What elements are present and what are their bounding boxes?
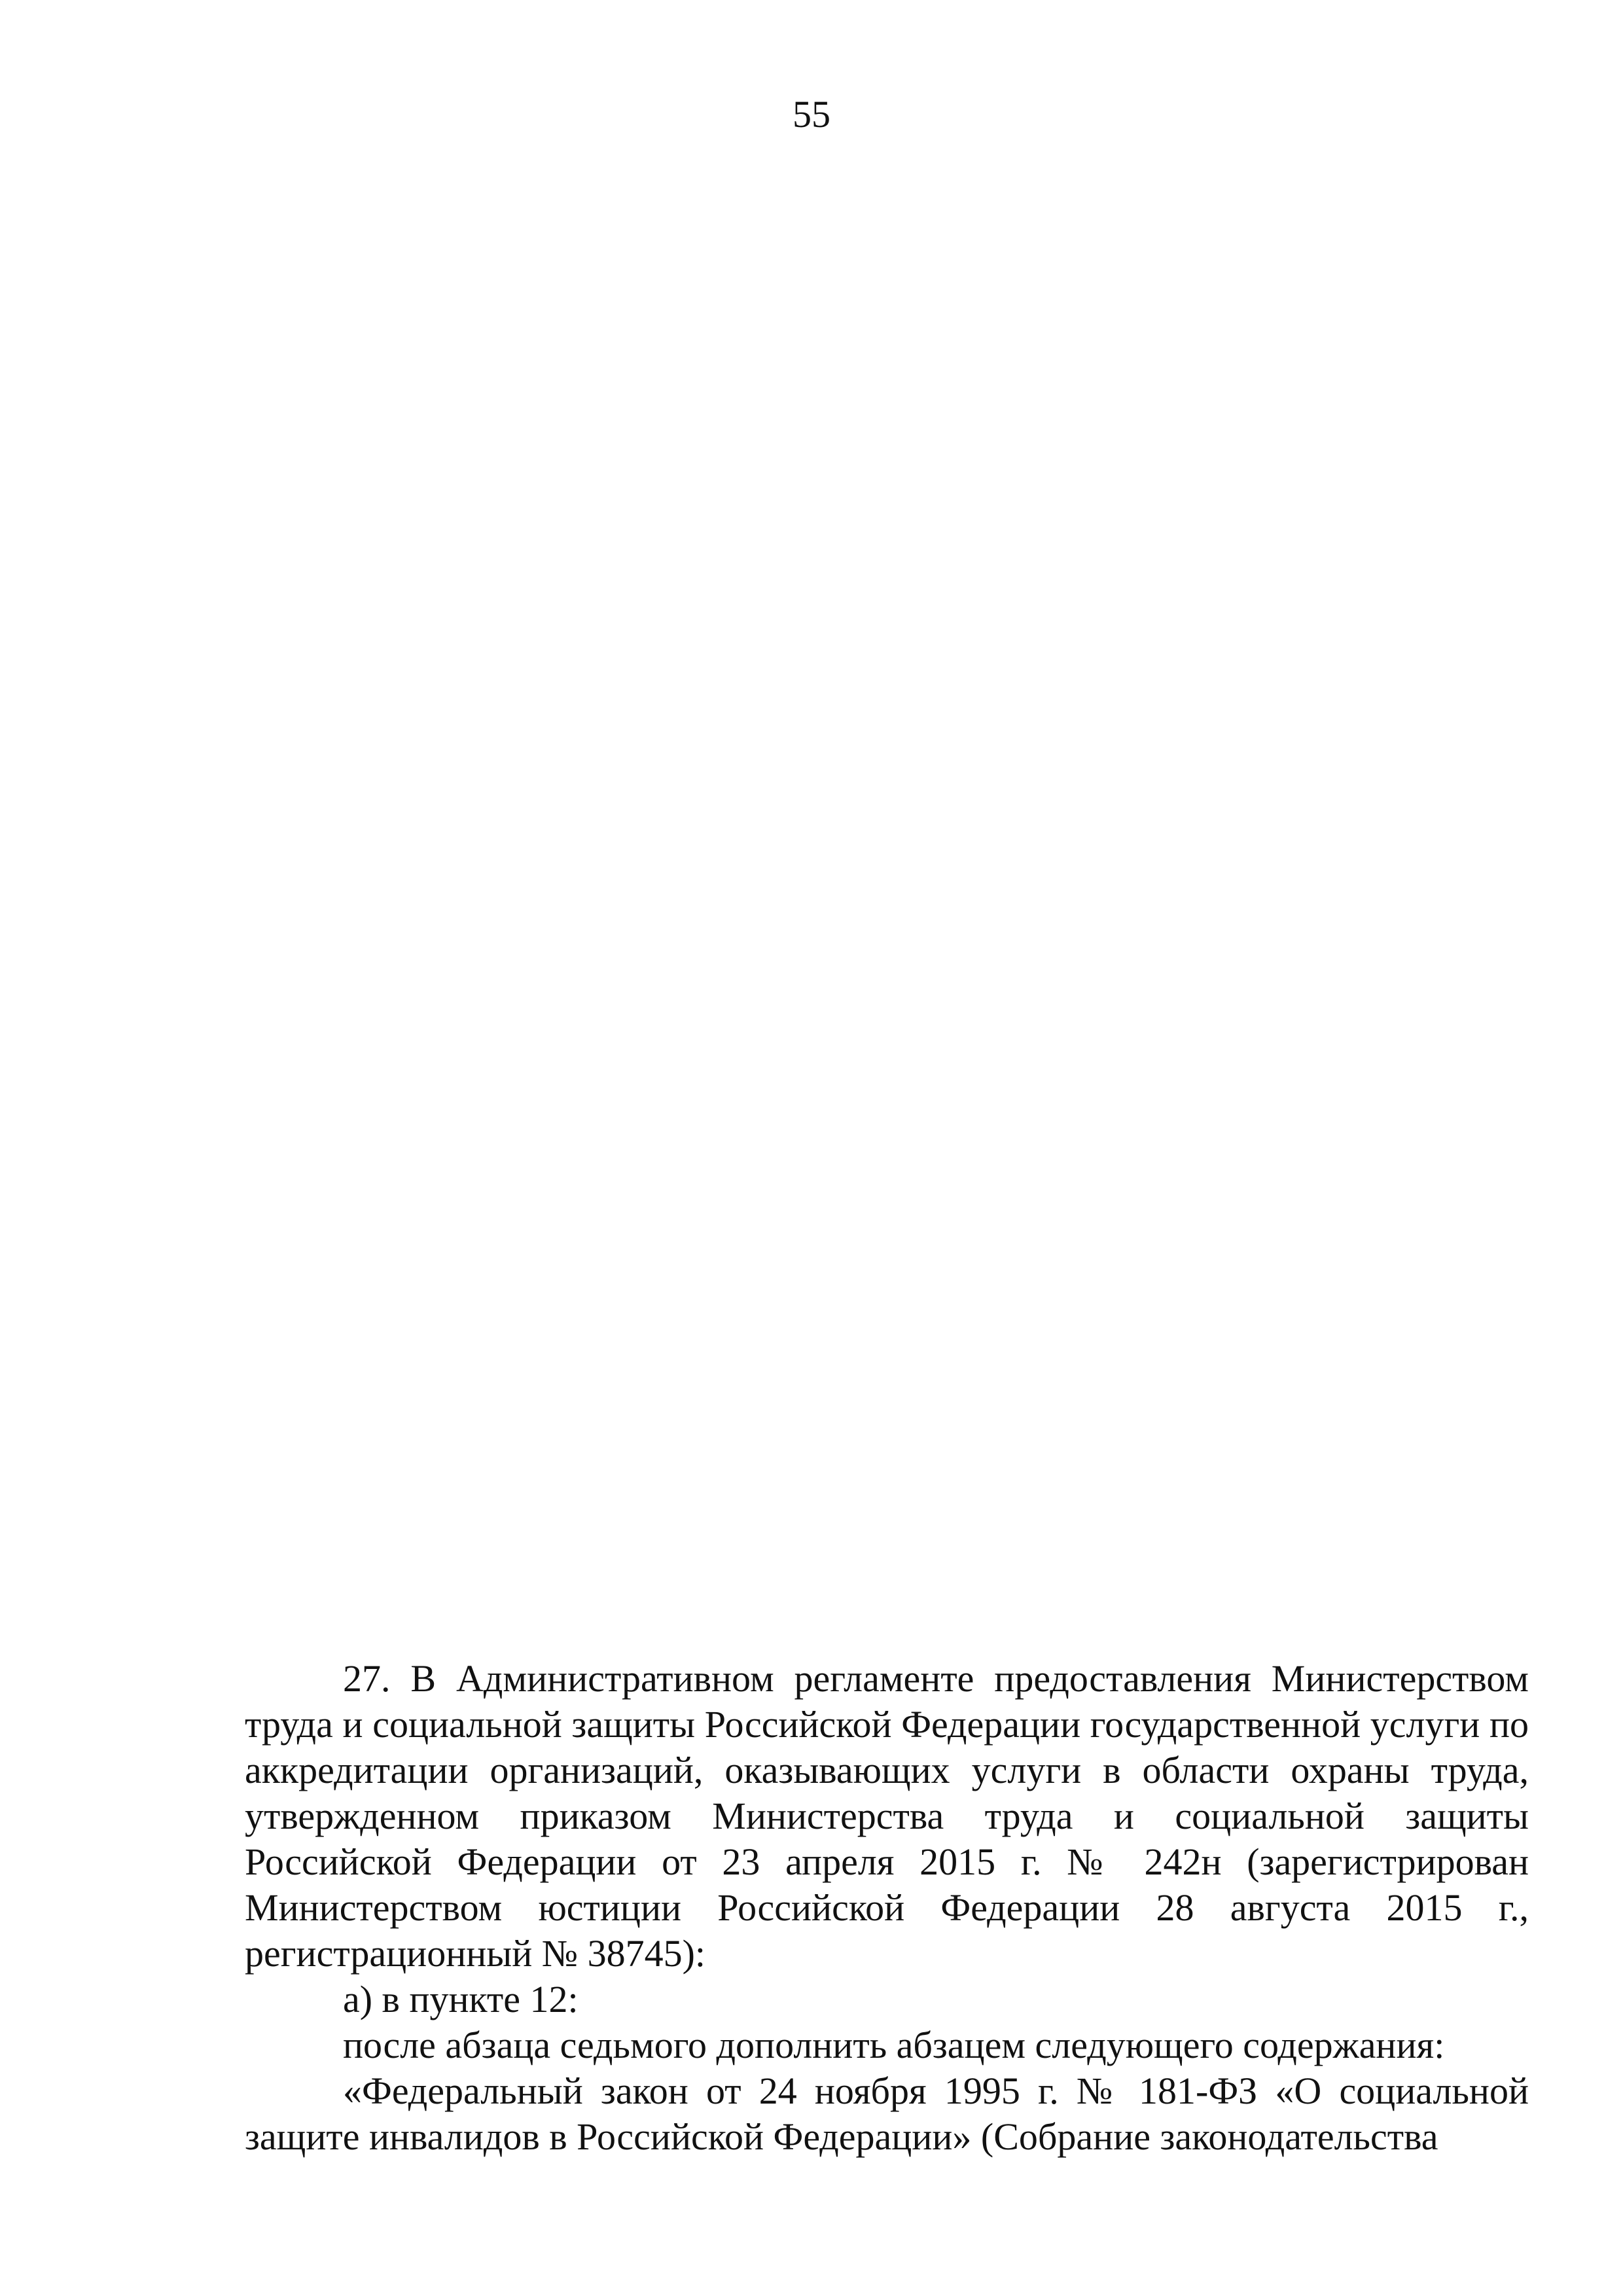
body-text <box>245 1656 1529 2160</box>
paragraph-subitem-a: а) в пункте 12: <box>343 1978 579 2020</box>
page-number: 55 <box>793 93 830 135</box>
paragraph-item-27: 27. В Административном регламенте предоставления Министерством труда и социальной защиты Российской Федерации государственной услуги по аккредитации организаций, оказывающих услуги в области охраны труда, утвержденном приказом Министерства труда и социальной защиты Российской Федерации от 23 апреля 2015 г. № 242н (зарегистрирован Министерством юстиции Российской Федерации 28 августа 2015 г., регистрационный № 38745): <box>245 1657 1529 1975</box>
paragraph-instruction: после абзаца седьмого дополнить абзацем следующего содержания: <box>343 2024 1445 2066</box>
paragraph-quoted-text: «Федеральный закон от 24 ноября 1995 г. № 181-ФЗ «О социальной защите инвалидов в Российской Федерации» (Собрание законодательства <box>245 2070 1529 2158</box>
